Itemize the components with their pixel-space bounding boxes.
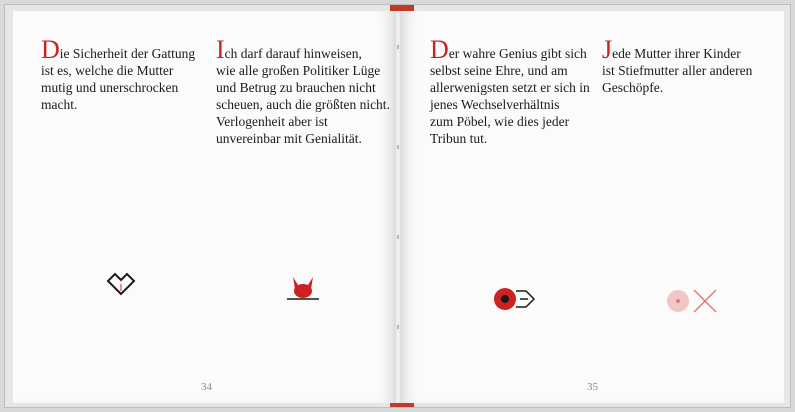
quote-3-initial: D bbox=[430, 35, 449, 64]
quote-1-text: ie Sicherheit der Gattung ist es, welche die Mutter mutig und unerschrocken macht. bbox=[41, 46, 196, 112]
quote-4 bbox=[602, 35, 780, 96]
page-number-left: 34 bbox=[201, 381, 212, 393]
stitch bbox=[397, 145, 399, 149]
stitch bbox=[397, 235, 399, 239]
quote-3 bbox=[430, 35, 605, 147]
quote-3-text: er wahre Genius gibt sich selbst seine Ehre, und am allerwenigsten setzt er sich in jenes Wechselverhältnis zum Pöbel, wie dies jeder Tribun tut. bbox=[430, 46, 590, 146]
red-pencil-eye-icon bbox=[492, 285, 538, 313]
quote-1 bbox=[41, 35, 211, 113]
open-book bbox=[4, 4, 791, 408]
quote-1-initial: D bbox=[41, 35, 60, 64]
quote-2-initial: I bbox=[216, 35, 225, 64]
quote-2 bbox=[216, 35, 391, 147]
heart-outline-icon bbox=[105, 267, 137, 297]
stitch bbox=[397, 45, 399, 49]
page-number-right: 35 bbox=[587, 381, 598, 393]
quote-2-text: ch darf darauf hinweisen, wie alle großen Politiker Lüge und Betrug zu brauchen nicht scheuen, auch die größten nicht. Verlogenheit aber ist unvereinbar mit Genialität. bbox=[216, 46, 390, 146]
quote-4-text: ede Mutter ihrer Kinder ist Stiefmutter aller anderen Geschöpfe. bbox=[602, 46, 753, 95]
right-page bbox=[402, 11, 784, 403]
red-creature-icon bbox=[284, 273, 322, 301]
left-page bbox=[13, 11, 394, 403]
quote-4-initial: J bbox=[602, 35, 613, 64]
pink-circle-cross-icon bbox=[664, 287, 720, 315]
book-gutter bbox=[394, 11, 402, 403]
stitch bbox=[397, 325, 399, 329]
